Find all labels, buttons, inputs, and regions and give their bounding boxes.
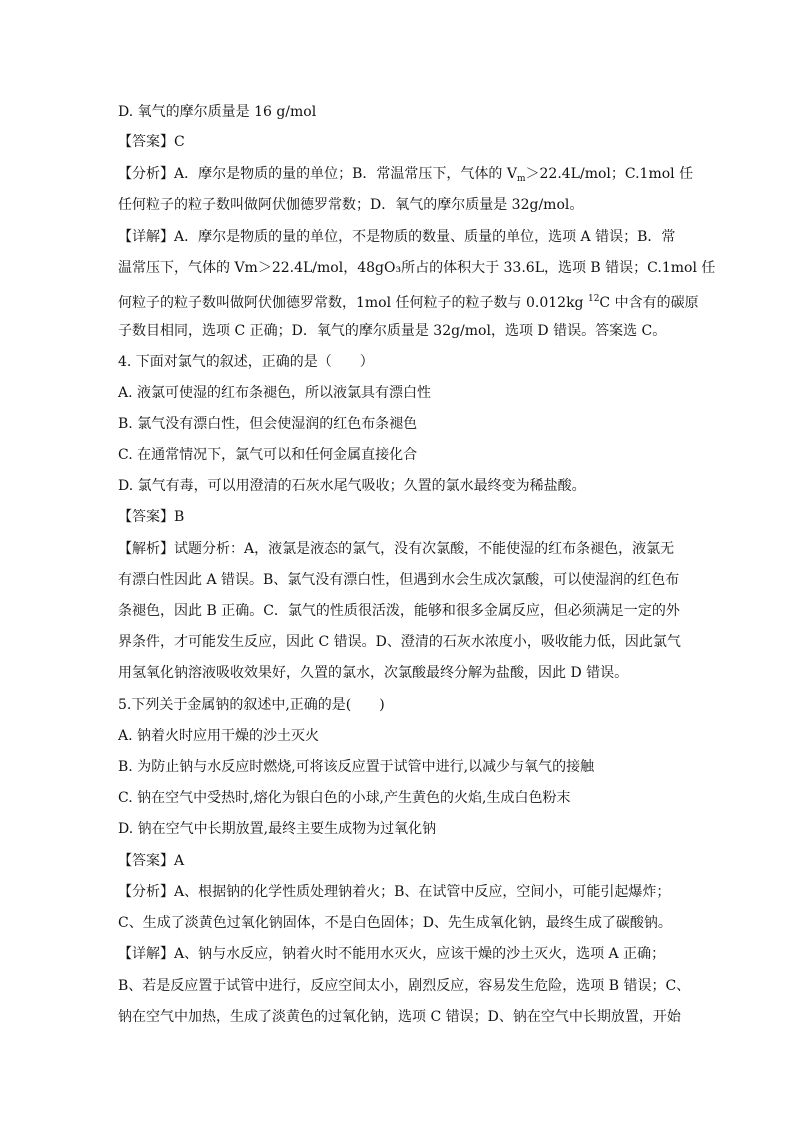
q3-option-d: D. 氧气的摩尔质量是 16 g/mol — [118, 104, 317, 120]
q5-option-a: A. 钠着火时应用干燥的沙土灭火 — [118, 728, 320, 744]
q3-detail-line-2: 温常压下，气体的 Vm＞22.4L/mol，48gO₃所占的体积大于 33.6L，选项 B 错误；C.1mol 任 — [118, 260, 716, 276]
q4-option-b: B. 氯气没有漂白性，但会使湿润的红色布条褪色 — [118, 416, 418, 432]
q3-analysis-text-a: 【分析】A．摩尔是物质的量的单位；B．常温常压下，气体的 V — [118, 166, 517, 182]
q5-detail-line-3: 钠在空气中加热，生成了淡黄色的过氧化钠，选项 C 错误；D、钠在空气中长期放置，开始 — [118, 1009, 681, 1025]
q4-answer: 【答案】B — [118, 509, 185, 525]
q5-option-c: C. 钠在空气中受热时,熔化为银白色的小球,产生黄色的火焰,生成白色粉末 — [118, 790, 571, 806]
q4-explanation-line-2: 有漂白性因此 A 错误。B、氯气没有漂白性，但遇到水会生成次氯酸，可以使湿润的红色布 — [118, 572, 680, 588]
q4-explanation-line-3: 条褪色，因此 B 正确。C．氯气的性质很活泼，能够和很多金属反应，但必须满足一定的外 — [118, 603, 680, 619]
q3-detail-line-4: 子数目相同，选项 C 正确；D．氧气的摩尔质量是 32g/mol，选项 D 错误。答案选 C。 — [118, 323, 667, 339]
q4-explanation-line-1: 【解析】试题分析：A，液氯是液态的氯气，没有次氯酸，不能使湿的红布条褪色，液氯无 — [118, 541, 675, 557]
q4-explanation-line-5: 用氢氧化钠溶液吸收效果好，久置的氯水，次氯酸最终分解为盐酸，因此 D 错误。 — [118, 665, 629, 681]
q4-stem: 4. 下面对氯气的叙述，正确的是（ ） — [118, 354, 374, 370]
q3-analysis-line-2: 任何粒子的粒子数叫做阿伏伽德罗常数；D．氧气的摩尔质量是 32g/mol。 — [118, 197, 584, 213]
q5-option-b: B. 为防止钠与水反应时燃烧,可将该反应置于试管中进行,以减少与氧气的接触 — [118, 759, 595, 775]
q4-explanation-line-4: 界条件，才可能发生反应，因此 C 错误。D、澄清的石灰水浓度小，吸收能力低，因此氯气 — [118, 634, 681, 650]
q5-detail-line-1: 【详解】A、钠与水反应，钠着火时不能用水灭火，应该干燥的沙土灭火，选项 A 正确； — [118, 946, 666, 962]
carbon-12-superscript: 12 — [587, 294, 600, 304]
q5-detail-line-2: B、若是反应置于试管中进行，反应空间太小，剧烈反应，容易发生危险，选项 B 错误；C、 — [118, 978, 691, 994]
q3-detail-line-3 — [118, 290, 699, 312]
vm-subscript: m — [516, 174, 526, 184]
q5-answer: 【答案】A — [118, 853, 185, 869]
q5-option-d: D. 钠在空气中长期放置,最终主要生成物为过氧化钠 — [118, 821, 437, 837]
q4-option-d: D. 氯气有毒，可以用澄清的石灰水尾气吸收；久置的氯水最终变为稀盐酸。 — [118, 478, 586, 494]
q3-detail-line-1: 【详解】A．摩尔是物质的量的单位，不是物质的数量、质量的单位，选项 A 错误；B．常 — [118, 229, 676, 245]
q5-analysis-line-2: C、生成了淡黄色过氧化钠固体，不是白色固体；D、先生成氧化钠，最终生成了碳酸钠。 — [118, 915, 672, 931]
q3-answer: 【答案】C — [118, 134, 185, 150]
q5-stem: 5.下列关于金属钠的叙述中,正确的是( ) — [118, 697, 385, 713]
q3-analysis-text-b: ＞22.4L/mol；C.1mol 任 — [525, 166, 694, 182]
q3-detail-text-b: C 中含有的碳原 — [599, 295, 699, 311]
q4-option-c: C. 在通常情况下，氯气可以和任何金属直接化合 — [118, 447, 418, 463]
q5-analysis-line-1: 【分析】A、根据钠的化学性质处理钠着火；B、在试管中反应，空间小，可能引起爆炸； — [118, 884, 671, 900]
q3-analysis-line-1 — [118, 165, 693, 188]
q4-option-a: A. 液氯可使湿的红布条褪色，所以液氯具有漂白性 — [118, 385, 432, 401]
q3-detail-text-a: 何粒子的粒子数叫做阿伏伽德罗常数，1mol 任何粒子的粒子数与 0.012kg — [118, 295, 588, 311]
